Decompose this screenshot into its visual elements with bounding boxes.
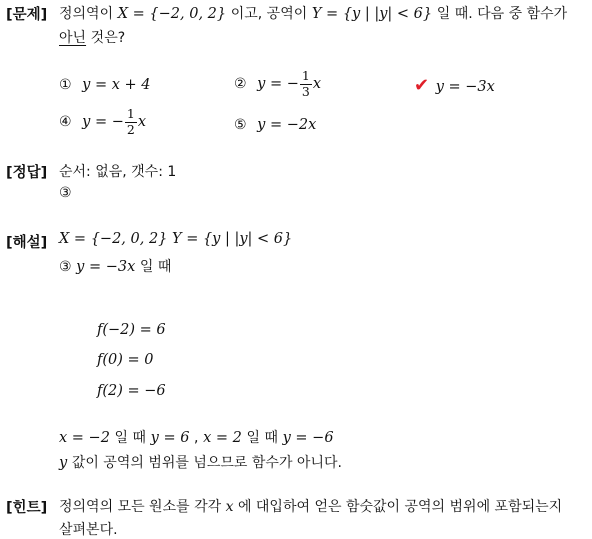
choice-4-expr-prefix: y = −: [82, 114, 124, 130]
solution-sets: X = {−2, 0, 2} Y = {y | |y| < 6}: [59, 231, 293, 247]
solution-when: 일 때: [139, 259, 172, 275]
choice-5[interactable]: [234, 117, 316, 133]
conclusion-text: 값이 공역의 범위를 넘으므로 함수가 아니다.: [71, 455, 342, 471]
problem-line-2: [59, 27, 125, 47]
y-6: y = 6: [150, 430, 190, 446]
problem-text-c: 일 때. 다음 중 함수가: [436, 6, 568, 22]
solution-conclusion: [59, 452, 342, 472]
choice-4-fraction: $\frac{1}{2}$: [126, 106, 135, 137]
value-f-0: f(0) = 0: [97, 352, 154, 368]
value-f-neg2: f(−2) = 6: [97, 322, 166, 338]
answer-line-1: 순서: 없음, 갯수: 1: [59, 164, 177, 180]
choice-4-mark: ④: [59, 114, 72, 130]
emphasis-not: 아닌: [59, 30, 87, 46]
choice-2[interactable]: [234, 70, 321, 98]
comma: ,: [194, 430, 199, 446]
solution-function: y = −3x: [76, 259, 136, 275]
choice-4-expr-suffix: x: [137, 114, 147, 130]
y-variable: y: [59, 455, 68, 471]
solution-line-2: [59, 256, 171, 276]
choice-4[interactable]: [59, 108, 146, 136]
problem-label: [문제]: [6, 7, 48, 23]
value-f-2: f(2) = −6: [97, 383, 166, 399]
choice-1-mark: ①: [59, 77, 72, 93]
solution-choice-mark: ③: [59, 259, 72, 275]
x-neg2: x = −2: [59, 430, 110, 446]
check-mark-icon: ✔: [414, 75, 430, 96]
problem-text-b: 이고, 공역이: [230, 6, 308, 22]
choice-5-expr: y = −2x: [257, 117, 317, 133]
hint-line-2: 살펴본다.: [59, 522, 118, 538]
problem-line-1: [59, 3, 567, 23]
codomain-set: Y = {y | |y| < 6}: [311, 6, 433, 22]
choice-1-expr: y = x + 4: [82, 77, 151, 93]
choice-3-expr: y = −3x: [435, 79, 495, 95]
answer-label: [정답]: [6, 165, 48, 181]
answer-line-2: ③: [59, 185, 72, 201]
choice-2-expr-suffix: x: [312, 76, 322, 92]
hint-label: [힌트]: [6, 500, 48, 516]
choice-3[interactable]: [414, 75, 495, 96]
y-neg6: y = −6: [282, 430, 334, 446]
choice-5-mark: ⑤: [234, 117, 247, 133]
x-2: x = 2: [203, 430, 242, 446]
choice-2-fraction: $\frac{1}{3}$: [301, 68, 310, 99]
choice-1[interactable]: [59, 77, 151, 93]
solution-line-3: [59, 427, 334, 447]
problem-question: 것은?: [90, 30, 126, 46]
when-2: 일 때: [246, 430, 278, 446]
when-1: 일 때: [114, 430, 147, 446]
hint-text-a: 정의역의 모든 원소를 각각: [59, 499, 222, 515]
problem-text-a: 정의역이: [59, 6, 114, 22]
solution-label: [해설]: [6, 235, 48, 251]
hint-line-1: [59, 496, 562, 516]
domain-set: X = {−2, 0, 2}: [117, 6, 227, 22]
hint-x: x: [225, 499, 234, 515]
choice-2-expr-prefix: y = −: [257, 76, 299, 92]
hint-text-b: 에 대입하여 얻은 함숫값이 공역의 범위에 포함되는지: [237, 499, 563, 515]
choice-2-mark: ②: [234, 76, 247, 92]
